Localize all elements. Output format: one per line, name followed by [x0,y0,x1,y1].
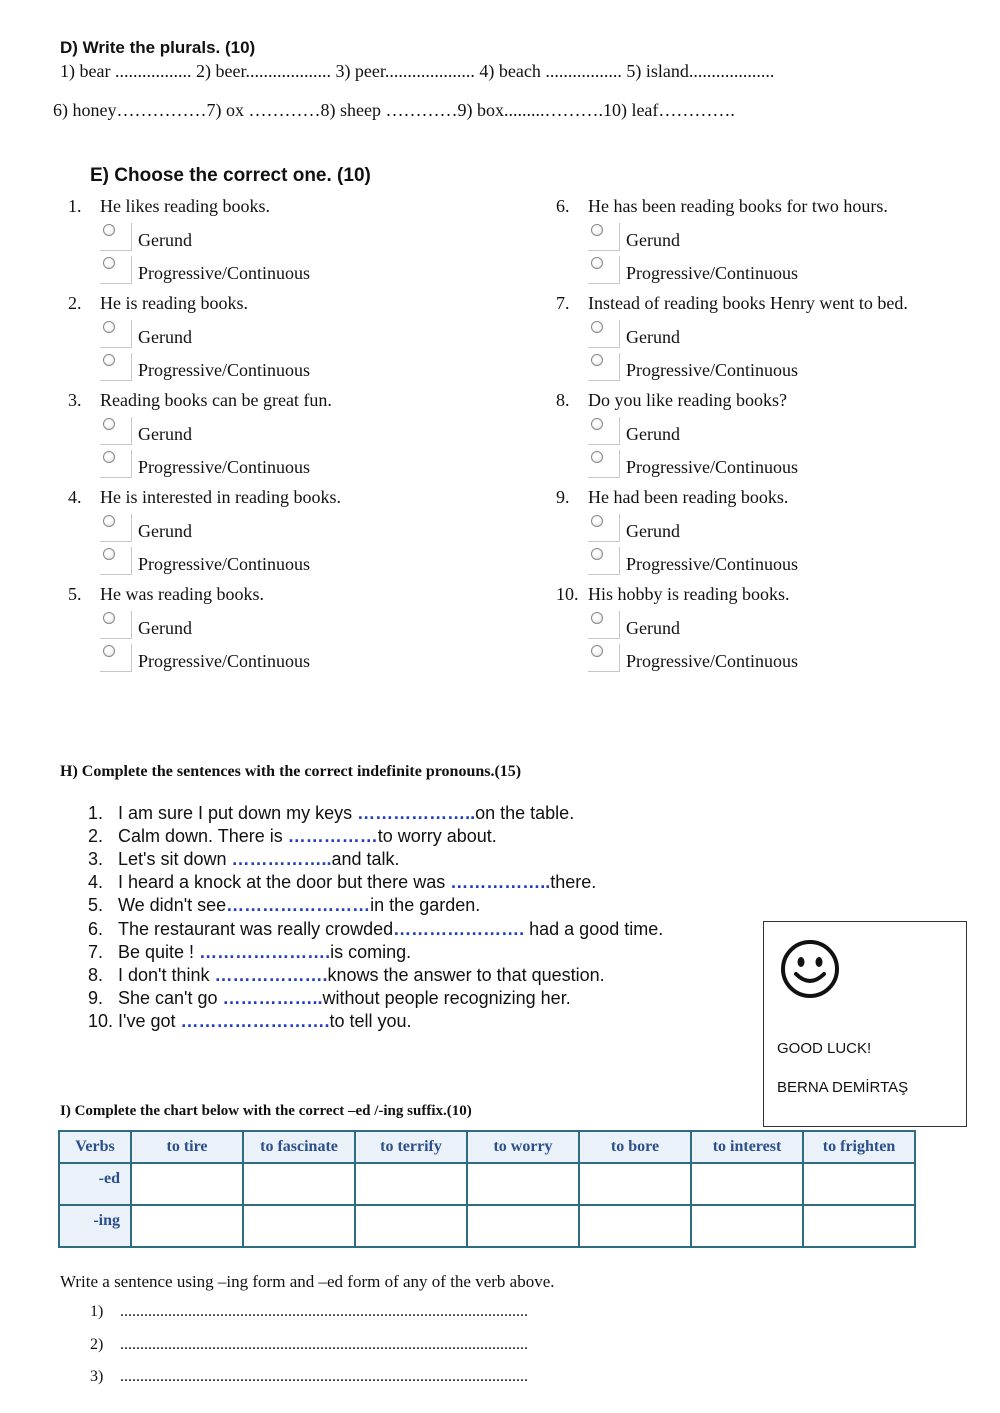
radio-box [100,353,132,381]
radio-box [100,223,132,251]
section-e-title: E) Choose the correct one. (10) [90,165,371,186]
answer-cell[interactable] [804,1164,914,1204]
blank-dots[interactable]: ……………………. [180,1010,330,1031]
radio-button-icon[interactable] [103,354,115,366]
line-dots: ...................................................................................................... [120,1303,528,1320]
option-progressive[interactable] [588,352,798,382]
option-gerund[interactable] [100,513,192,543]
question-text: Do you like reading books? [588,390,787,410]
option-label: Gerund [626,617,680,638]
question-text: His hobby is reading books. [588,584,790,604]
sentence-text: had a good time. [524,918,664,939]
option-label: Progressive/Continuous [138,359,311,380]
option-progressive[interactable] [100,449,310,479]
line-dots: ...................................................................................................... [120,1336,528,1353]
sentence-text: She can't go [118,987,223,1008]
option-label: Progressive/Continuous [626,456,799,477]
radio-button-icon[interactable] [103,418,115,430]
blank-dots[interactable]: ………………. [214,964,328,985]
chart-header-cell: to tire [132,1132,242,1162]
sentence-text: We didn't see [118,895,227,916]
option-progressive[interactable] [588,643,798,673]
radio-button-icon[interactable] [103,548,115,560]
option-label: Gerund [138,617,192,638]
sentence-number: 8. [88,964,104,985]
answer-cell[interactable] [244,1164,354,1204]
chart-header-row [60,1132,914,1162]
sentence-text: Let's sit down [118,849,232,870]
option-progressive[interactable] [100,255,310,285]
answer-cell[interactable] [244,1206,354,1246]
good-luck-box [763,921,967,1127]
blank-dots[interactable]: …………….. [450,872,551,893]
radio-button-icon[interactable] [103,515,115,527]
chart-header-cell: to fascinate [244,1132,354,1162]
radio-button-icon[interactable] [103,321,115,333]
sentence-number: 10. [88,1010,114,1031]
chart-header-cell: to bore [580,1132,690,1162]
question-text: He likes reading books. [100,196,270,216]
option-gerund[interactable] [588,610,680,640]
sentence-text: I am sure I put down my keys [118,803,358,823]
blank-dots[interactable]: …………………. [199,941,331,962]
radio-button-icon[interactable] [591,451,603,463]
option-gerund[interactable] [100,222,192,252]
option-progressive[interactable] [100,643,310,673]
question-number: 2. [68,293,82,313]
radio-box [100,320,132,348]
answer-cell[interactable] [692,1206,802,1246]
option-label: Gerund [626,326,680,347]
question-number: 9. [556,487,570,507]
author-name: BERNA DEMİRTAŞ [777,1079,909,1096]
pronoun-sentence [88,826,497,847]
radio-box [588,223,620,251]
answer-cell[interactable] [132,1164,242,1204]
option-progressive[interactable] [588,449,798,479]
question-number: 8. [556,390,570,410]
option-gerund[interactable] [588,222,680,252]
radio-box [100,644,132,672]
chart-header-cell: to interest [692,1132,802,1162]
radio-button-icon[interactable] [591,645,603,657]
radio-button-icon[interactable] [591,354,603,366]
sentence-text: I've got [118,1010,181,1031]
pronoun-sentence [88,895,480,916]
sentence-number: 1. [88,803,104,823]
option-gerund[interactable] [100,416,192,446]
sentence-text: Calm down. There is [118,826,288,847]
radio-button-icon[interactable] [103,612,115,624]
question-text: He is interested in reading books. [100,487,341,507]
radio-box [100,547,132,575]
radio-button-icon[interactable] [591,418,603,430]
radio-box [100,417,132,445]
option-label: Progressive/Continuous [626,359,799,380]
chart-header-cell: to terrify [356,1132,466,1162]
question-text: He had been reading books. [588,487,789,507]
option-label: Gerund [626,520,680,541]
option-gerund[interactable] [588,513,680,543]
blank-dots[interactable]: …………… [287,826,378,847]
radio-box [100,611,132,639]
answer-cell[interactable] [580,1206,690,1246]
blank-dots[interactable]: …………….. [231,849,332,870]
sentence-text: and talk. [331,849,400,870]
answer-cell[interactable] [132,1206,242,1246]
option-gerund[interactable] [100,610,192,640]
row-label-ed: -ed [60,1164,130,1204]
radio-box [588,450,620,478]
radio-button-icon[interactable] [103,257,115,269]
chart-header-cell: to frighten [804,1132,914,1162]
option-label: Progressive/Continuous [138,650,311,671]
question-number: 7. [556,293,570,313]
option-label: Gerund [626,423,680,444]
radio-box [588,353,620,381]
radio-button-icon[interactable] [103,451,115,463]
question-number: 10. [556,584,579,604]
sentence-number: 5. [88,895,104,916]
radio-box [588,256,620,284]
chart-header-cell: Verbs [60,1132,130,1162]
pronoun-sentence [88,919,663,940]
sentence-number: 2. [88,826,104,847]
answer-cell[interactable] [468,1206,578,1246]
answer-line[interactable] [90,1303,528,1321]
section-i-title: I) Complete the chart below with the correct –ed /-ing suffix.(10) [60,1103,472,1119]
option-progressive[interactable] [100,546,310,576]
blank-dots[interactable]: …………………. [393,918,525,939]
question-number: 5. [68,584,82,604]
option-progressive[interactable] [100,352,310,382]
blank-dots[interactable]: ……………….. [357,803,476,823]
chart-row-ing [60,1206,914,1246]
pronoun-sentence [88,988,571,1009]
sentence-text: I heard a knock at the door but there was [118,872,451,893]
radio-box [588,514,620,542]
option-progressive[interactable] [588,546,798,576]
radio-box [100,450,132,478]
radio-button-icon[interactable] [591,515,603,527]
chart-header-cell: to worry [468,1132,578,1162]
radio-box [588,417,620,445]
option-label: Progressive/Continuous [626,262,799,283]
radio-box [588,320,620,348]
option-label: Progressive/Continuous [138,456,311,477]
line-number: 3) [90,1368,104,1385]
question-number: 1. [68,196,82,216]
answer-line[interactable] [90,1368,528,1386]
suffix-chart [58,1130,916,1248]
answer-line[interactable] [90,1336,528,1354]
answer-cell[interactable] [356,1164,466,1204]
radio-box [588,547,620,575]
option-label: Gerund [138,423,192,444]
answer-cell[interactable] [580,1164,690,1204]
option-label: Gerund [138,326,192,347]
question-text: He is reading books. [100,293,248,313]
question-text: Instead of reading books Henry went to bed. [588,293,908,313]
sentence-text: to tell you. [329,1010,412,1031]
sentence-text: without people recognizing her. [322,987,571,1008]
write-sentence-instruction: Write a sentence using –ing form and –ed form of any of the verb above. [60,1272,555,1291]
option-label: Progressive/Continuous [138,553,311,574]
option-label: Gerund [138,520,192,541]
radio-box [100,514,132,542]
section-h-title: H) Complete the sentences with the correct indefinite pronouns.(15) [60,763,522,780]
pronoun-sentence [88,803,574,824]
pronoun-sentence [88,1011,412,1032]
sentence-text: on the table. [475,803,575,823]
sentence-text: in the garden. [370,895,481,916]
radio-box [588,644,620,672]
option-label: Gerund [138,229,192,250]
sentence-number: 6. [88,918,104,939]
pronoun-sentence [88,872,596,893]
sentence-text: The restaurant was really crowded [118,918,394,939]
radio-button-icon[interactable] [103,224,115,236]
radio-button-icon[interactable] [591,612,603,624]
radio-button-icon[interactable] [103,645,115,657]
smiley-face-icon [779,938,841,1000]
radio-button-icon[interactable] [591,257,603,269]
question-number: 3. [68,390,82,410]
radio-button-icon[interactable] [591,224,603,236]
sentence-text: I don't think [118,964,215,985]
question-text: He was reading books. [100,584,264,604]
pronoun-sentence [88,849,400,870]
sentence-number: 9. [88,987,104,1008]
radio-box [588,611,620,639]
radio-box [100,256,132,284]
radio-button-icon[interactable] [591,548,603,560]
question-text: He has been reading books for two hours. [588,196,888,216]
blank-dots[interactable]: …………………… [226,895,371,916]
row-label-ing: -ing [60,1206,130,1246]
sentence-text: to worry about. [377,826,497,847]
pronoun-sentence [88,942,411,963]
sentence-number: 7. [88,941,104,962]
radio-button-icon[interactable] [591,321,603,333]
chart-row-ed [60,1164,914,1204]
option-label: Progressive/Continuous [626,553,799,574]
answer-cell[interactable] [356,1206,466,1246]
option-progressive[interactable] [588,255,798,285]
good-luck-text: GOOD LUCK! [777,1040,872,1057]
plurals-line-1: 1) bear ................. 2) beer................... 3) peer.................... 4) beach ................. 5) island................... [60,61,775,81]
question-text: Reading books can be great fun. [100,390,332,410]
option-gerund[interactable] [588,319,680,349]
plurals-line-2: 6) honey……………7) ox …………8) sheep …………9) box.........……….10) leaf…………. [53,100,735,120]
line-dots: ...................................................................................................... [120,1368,528,1385]
sentence-text: is coming. [330,941,412,962]
option-label: Progressive/Continuous [138,262,311,283]
pronoun-sentence [88,965,605,986]
question-number: 4. [68,487,82,507]
answer-cell[interactable] [468,1164,578,1204]
answer-cell[interactable] [804,1206,914,1246]
option-label: Gerund [626,229,680,250]
answer-cell[interactable] [692,1164,802,1204]
option-gerund[interactable] [100,319,192,349]
sentence-number: 4. [88,872,104,893]
sentence-text: Be quite ! [118,941,200,962]
blank-dots[interactable]: …………….. [222,987,323,1008]
sentence-text: knows the answer to that question. [327,964,605,985]
section-d-title: D) Write the plurals. (10) [60,38,256,57]
question-number: 6. [556,196,570,216]
line-number: 2) [90,1336,104,1353]
option-gerund[interactable] [588,416,680,446]
sentence-number: 3. [88,849,104,870]
sentence-text: there. [550,872,597,893]
line-number: 1) [90,1303,104,1320]
option-label: Progressive/Continuous [626,650,799,671]
